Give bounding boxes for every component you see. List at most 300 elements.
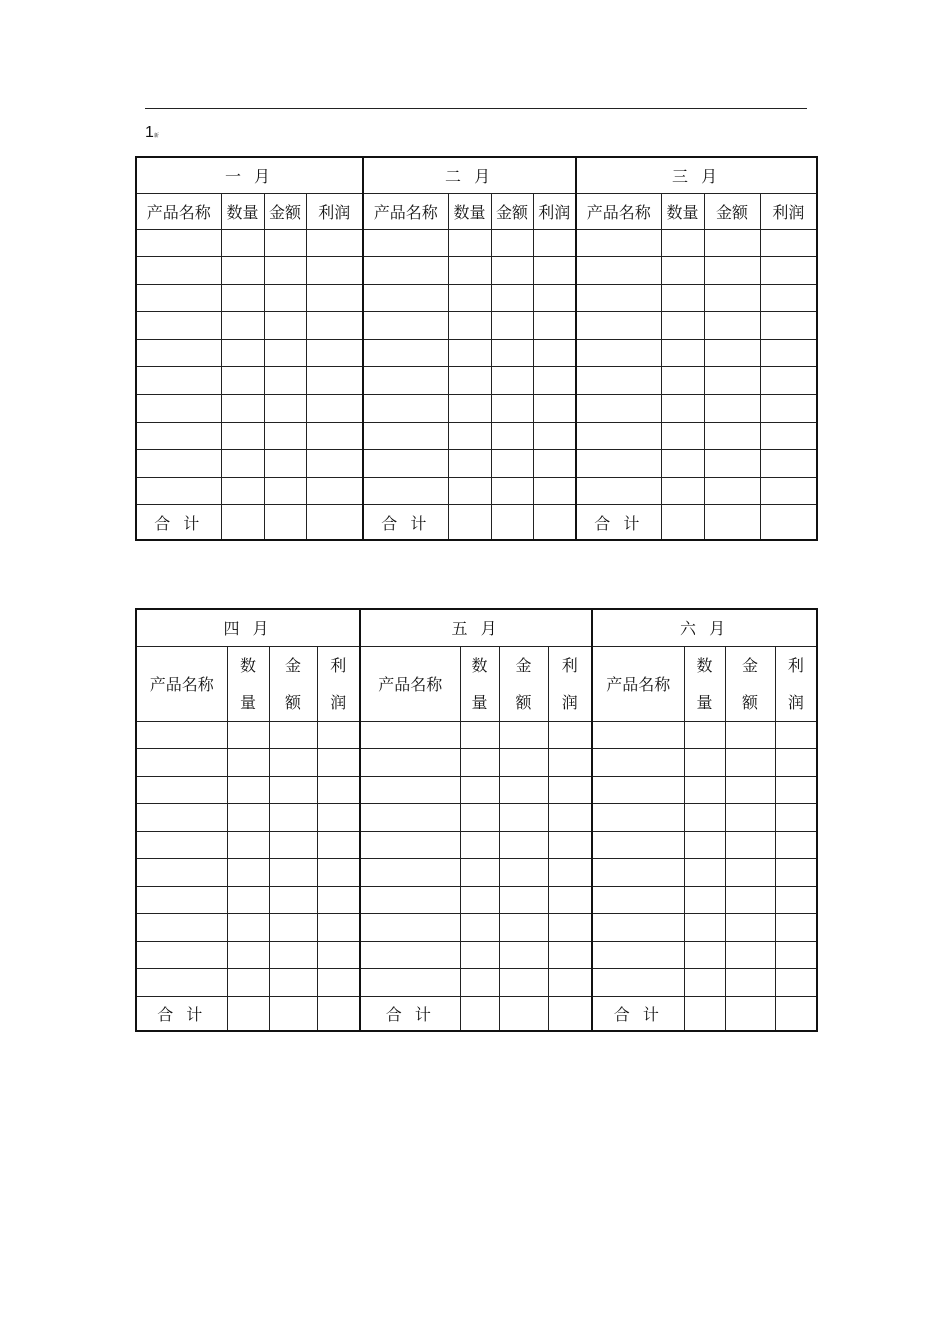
table-cell[interactable] (661, 422, 704, 450)
table-cell[interactable] (491, 229, 533, 257)
table-cell[interactable] (760, 422, 817, 450)
table-cell[interactable] (306, 422, 363, 450)
table-cell[interactable] (661, 395, 704, 423)
table-cell[interactable] (592, 914, 684, 942)
table-cell[interactable] (363, 477, 448, 505)
table-cell[interactable] (592, 721, 684, 749)
table-cell[interactable] (725, 969, 775, 997)
table-cell[interactable] (576, 339, 661, 367)
table-row (136, 776, 817, 804)
month-title: 四 月 (136, 609, 360, 646)
table-row (136, 914, 817, 942)
table-cell[interactable] (317, 886, 360, 914)
table-cell[interactable] (448, 257, 491, 285)
table-cell[interactable] (264, 257, 306, 285)
table-cell[interactable] (221, 422, 264, 450)
table-cell[interactable] (491, 257, 533, 285)
table-cell[interactable] (136, 284, 221, 312)
table-cell[interactable] (491, 367, 533, 395)
table-cell[interactable] (533, 422, 576, 450)
table-cell[interactable] (760, 339, 817, 367)
table-cell[interactable] (269, 776, 317, 804)
table-cell[interactable] (775, 941, 817, 969)
table-cell[interactable] (576, 312, 661, 340)
table-cell[interactable] (576, 395, 661, 423)
col-header-amount: 金 额 (269, 646, 317, 721)
col-header-profit: 利润 (306, 193, 363, 229)
table-cell[interactable] (360, 859, 460, 887)
table-cell[interactable] (448, 312, 491, 340)
table-cell[interactable] (576, 450, 661, 478)
page-number-digit: 1 (145, 124, 154, 141)
table-cell[interactable] (725, 831, 775, 859)
table-cell[interactable] (725, 886, 775, 914)
table-cell[interactable] (775, 776, 817, 804)
total-cell[interactable] (661, 505, 704, 540)
table-cell[interactable] (725, 776, 775, 804)
table-cell[interactable] (533, 284, 576, 312)
table-cell[interactable] (360, 776, 460, 804)
table-cell[interactable] (264, 312, 306, 340)
table-cell[interactable] (775, 749, 817, 777)
table-cell[interactable] (448, 450, 491, 478)
table-cell[interactable] (499, 831, 548, 859)
table-cell[interactable] (136, 339, 221, 367)
table-cell[interactable] (136, 477, 221, 505)
table-cell[interactable] (661, 229, 704, 257)
table-cell[interactable] (363, 395, 448, 423)
total-cell[interactable] (725, 996, 775, 1031)
col-header-product-name: 产品名称 (576, 193, 661, 229)
page-number (145, 124, 159, 145)
col-header-amount: 金额 (491, 193, 533, 229)
total-label: 合 计 (592, 996, 684, 1031)
table-cell[interactable] (221, 339, 264, 367)
table-cell[interactable] (136, 422, 221, 450)
table-cell[interactable] (592, 749, 684, 777)
table-cell[interactable] (448, 229, 491, 257)
table-row (136, 941, 817, 969)
total-cell[interactable] (264, 505, 306, 540)
table-cell[interactable] (775, 859, 817, 887)
table-cell[interactable] (491, 284, 533, 312)
table-cell[interactable] (760, 257, 817, 285)
table-cell[interactable] (704, 450, 760, 478)
table-cell[interactable] (269, 969, 317, 997)
table-cell[interactable] (460, 859, 499, 887)
table-cell[interactable] (576, 367, 661, 395)
table-cell[interactable] (661, 312, 704, 340)
table-cell[interactable] (725, 721, 775, 749)
table-cell[interactable] (448, 367, 491, 395)
table-cell[interactable] (499, 749, 548, 777)
table-cell[interactable] (448, 422, 491, 450)
table-cell[interactable] (136, 450, 221, 478)
table-cell[interactable] (269, 859, 317, 887)
table-cell[interactable] (363, 312, 448, 340)
table-cell[interactable] (317, 941, 360, 969)
total-cell[interactable] (460, 996, 499, 1031)
table-cell[interactable] (491, 450, 533, 478)
table-cell[interactable] (576, 477, 661, 505)
table-cell[interactable] (448, 339, 491, 367)
table-cell[interactable] (269, 886, 317, 914)
total-cell[interactable] (269, 996, 317, 1031)
table-cell[interactable] (760, 312, 817, 340)
table-cell[interactable] (227, 914, 269, 942)
table-cell[interactable] (136, 395, 221, 423)
col-header-quantity: 数量 (221, 193, 264, 229)
total-cell[interactable] (227, 996, 269, 1031)
col-header-product-name: 产品名称 (592, 646, 684, 721)
col-header-amount: 金额 (704, 193, 760, 229)
table-cell[interactable] (775, 886, 817, 914)
table-cell[interactable] (725, 914, 775, 942)
table-cell[interactable] (269, 804, 317, 832)
col-header-product-name: 产品名称 (363, 193, 448, 229)
table-cell[interactable] (533, 257, 576, 285)
table-cell[interactable] (227, 859, 269, 887)
table-cell[interactable] (661, 367, 704, 395)
table-cell[interactable] (460, 969, 499, 997)
table-cell[interactable] (548, 804, 592, 832)
table-cell[interactable] (548, 859, 592, 887)
table-cell[interactable] (533, 312, 576, 340)
table-cell[interactable] (227, 749, 269, 777)
month-title: 一 月 (136, 157, 363, 193)
table-cell[interactable] (775, 721, 817, 749)
table-cell[interactable] (775, 831, 817, 859)
table-cell[interactable] (704, 257, 760, 285)
table-cell[interactable] (576, 257, 661, 285)
table-cell[interactable] (306, 395, 363, 423)
table-cell[interactable] (136, 804, 227, 832)
table-cell[interactable] (136, 721, 227, 749)
table-cell[interactable] (306, 477, 363, 505)
table-cell[interactable] (661, 284, 704, 312)
table-cell[interactable] (760, 450, 817, 478)
table-cell[interactable] (499, 969, 548, 997)
table-cell[interactable] (760, 284, 817, 312)
header-rule (145, 108, 807, 109)
table-cell[interactable] (136, 914, 227, 942)
month-header-row (136, 157, 817, 193)
table-cell[interactable] (548, 831, 592, 859)
total-cell[interactable] (448, 505, 491, 540)
table-cell[interactable] (360, 969, 460, 997)
table-cell[interactable] (363, 422, 448, 450)
table-cell[interactable] (661, 257, 704, 285)
table-cell[interactable] (448, 395, 491, 423)
total-cell[interactable] (317, 996, 360, 1031)
table-cell[interactable] (360, 749, 460, 777)
total-cell[interactable] (704, 505, 760, 540)
table-cell[interactable] (448, 284, 491, 312)
table-cell[interactable] (269, 749, 317, 777)
table-cell[interactable] (136, 367, 221, 395)
table-cell[interactable] (264, 284, 306, 312)
table-cell[interactable] (460, 749, 499, 777)
table-cell[interactable] (136, 229, 221, 257)
table-cell[interactable] (661, 339, 704, 367)
total-cell[interactable] (775, 996, 817, 1031)
table-cell[interactable] (221, 395, 264, 423)
table-cell[interactable] (136, 941, 227, 969)
table-cell[interactable] (684, 749, 725, 777)
table-cell[interactable] (592, 969, 684, 997)
table-cell[interactable] (499, 914, 548, 942)
table-cell[interactable] (725, 941, 775, 969)
table-cell[interactable] (221, 477, 264, 505)
table-cell[interactable] (227, 969, 269, 997)
table-cell[interactable] (264, 367, 306, 395)
table-cell[interactable] (576, 229, 661, 257)
table-cell[interactable] (760, 395, 817, 423)
table-cell[interactable] (684, 804, 725, 832)
table-cell[interactable] (775, 804, 817, 832)
table-cell[interactable] (264, 477, 306, 505)
table-cell[interactable] (704, 477, 760, 505)
table-cell[interactable] (136, 831, 227, 859)
table-cell[interactable] (592, 804, 684, 832)
table-cell[interactable] (136, 859, 227, 887)
table-cell[interactable] (592, 831, 684, 859)
table-cell[interactable] (136, 312, 221, 340)
table-cell[interactable] (460, 831, 499, 859)
col-header-profit: 利 润 (317, 646, 360, 721)
table-cell[interactable] (499, 776, 548, 804)
table-cell[interactable] (460, 776, 499, 804)
table-cell[interactable] (317, 804, 360, 832)
col-header-product-name: 产品名称 (360, 646, 460, 721)
total-row (136, 996, 817, 1031)
col-header-profit: 利润 (760, 193, 817, 229)
table-cell[interactable] (264, 229, 306, 257)
table-cell[interactable] (460, 721, 499, 749)
table-cell[interactable] (661, 450, 704, 478)
table-cell[interactable] (363, 450, 448, 478)
table-cell[interactable] (221, 229, 264, 257)
total-cell[interactable] (221, 505, 264, 540)
table-cell[interactable] (491, 422, 533, 450)
table-cell[interactable] (548, 776, 592, 804)
table-cell[interactable] (360, 914, 460, 942)
table-cell[interactable] (576, 284, 661, 312)
col-header-quantity: 数量 (661, 193, 704, 229)
sales-table-q1 (135, 156, 818, 541)
table-cell[interactable] (576, 422, 661, 450)
table-cell[interactable] (760, 229, 817, 257)
table-cell[interactable] (221, 367, 264, 395)
month-title: 三 月 (576, 157, 817, 193)
table-cell[interactable] (775, 969, 817, 997)
table-cell[interactable] (684, 914, 725, 942)
table-row (136, 367, 817, 395)
table-cell[interactable] (306, 284, 363, 312)
table-cell[interactable] (533, 395, 576, 423)
table-cell[interactable] (491, 395, 533, 423)
table-cell[interactable] (499, 721, 548, 749)
table-cell[interactable] (363, 367, 448, 395)
table-cell[interactable] (460, 886, 499, 914)
table-cell[interactable] (360, 941, 460, 969)
table-cell[interactable] (684, 859, 725, 887)
total-cell[interactable] (499, 996, 548, 1031)
table-cell[interactable] (704, 422, 760, 450)
table-cell[interactable] (684, 886, 725, 914)
table-cell[interactable] (269, 914, 317, 942)
table-cell[interactable] (725, 804, 775, 832)
table-cell[interactable] (264, 339, 306, 367)
table-cell[interactable] (306, 312, 363, 340)
table-cell[interactable] (136, 257, 221, 285)
table-cell[interactable] (264, 395, 306, 423)
table-cell[interactable] (725, 859, 775, 887)
table-cell[interactable] (317, 776, 360, 804)
table-cell[interactable] (533, 477, 576, 505)
table-cell[interactable] (306, 339, 363, 367)
table-cell[interactable] (363, 284, 448, 312)
total-cell[interactable] (548, 996, 592, 1031)
table-cell[interactable] (491, 312, 533, 340)
table-cell[interactable] (499, 886, 548, 914)
table-row (136, 284, 817, 312)
table-cell[interactable] (704, 284, 760, 312)
table-cell[interactable] (317, 749, 360, 777)
table-cell[interactable] (592, 941, 684, 969)
table-cell[interactable] (317, 914, 360, 942)
table-cell[interactable] (704, 312, 760, 340)
table-cell[interactable] (499, 941, 548, 969)
col-header-product-name: 产品名称 (136, 646, 227, 721)
total-cell[interactable] (533, 505, 576, 540)
table-cell[interactable] (460, 914, 499, 942)
table-cell[interactable] (317, 969, 360, 997)
table-cell[interactable] (592, 776, 684, 804)
table-cell[interactable] (533, 229, 576, 257)
table-cell[interactable] (760, 367, 817, 395)
table-row (136, 749, 817, 777)
table-cell[interactable] (533, 339, 576, 367)
table-cell[interactable] (548, 886, 592, 914)
table-cell[interactable] (491, 477, 533, 505)
table-cell[interactable] (760, 477, 817, 505)
table-cell[interactable] (317, 831, 360, 859)
table-cell[interactable] (306, 257, 363, 285)
table-cell[interactable] (775, 914, 817, 942)
table-cell[interactable] (227, 941, 269, 969)
table-cell[interactable] (704, 395, 760, 423)
table-cell[interactable] (684, 776, 725, 804)
table-row (136, 312, 817, 340)
table-cell[interactable] (227, 721, 269, 749)
table-cell[interactable] (499, 859, 548, 887)
table-cell[interactable] (725, 749, 775, 777)
table-cell[interactable] (221, 284, 264, 312)
table-cell[interactable] (221, 450, 264, 478)
table-cell[interactable] (360, 886, 460, 914)
table-cell[interactable] (269, 941, 317, 969)
table-cell[interactable] (704, 229, 760, 257)
total-cell[interactable] (684, 996, 725, 1031)
table-row (136, 450, 817, 478)
table-cell[interactable] (684, 969, 725, 997)
table-cell[interactable] (269, 831, 317, 859)
table-cell[interactable] (306, 450, 363, 478)
table-cell[interactable] (269, 721, 317, 749)
table-cell[interactable] (360, 804, 460, 832)
table-cell[interactable] (136, 886, 227, 914)
table-cell[interactable] (548, 914, 592, 942)
table-cell[interactable] (592, 886, 684, 914)
table-cell[interactable] (306, 229, 363, 257)
table-cell[interactable] (136, 776, 227, 804)
table-cell[interactable] (533, 367, 576, 395)
table-cell[interactable] (448, 477, 491, 505)
table-cell[interactable] (499, 804, 548, 832)
table-cell[interactable] (533, 450, 576, 478)
table-cell[interactable] (360, 721, 460, 749)
table-cell[interactable] (227, 804, 269, 832)
table-row (136, 339, 817, 367)
month-title: 五 月 (360, 609, 592, 646)
table-cell[interactable] (221, 312, 264, 340)
table-cell[interactable] (317, 859, 360, 887)
table-cell[interactable] (227, 886, 269, 914)
table-cell[interactable] (363, 229, 448, 257)
table-cell[interactable] (460, 804, 499, 832)
column-header-row (136, 193, 817, 229)
total-cell[interactable] (306, 505, 363, 540)
table-cell[interactable] (684, 721, 725, 749)
column-header-row (136, 646, 817, 721)
table-cell[interactable] (227, 776, 269, 804)
table-cell[interactable] (460, 941, 499, 969)
table-cell[interactable] (317, 721, 360, 749)
table-row (136, 422, 817, 450)
total-cell[interactable] (760, 505, 817, 540)
table-cell[interactable] (360, 831, 460, 859)
total-cell[interactable] (491, 505, 533, 540)
table-cell[interactable] (548, 969, 592, 997)
table-cell[interactable] (221, 257, 264, 285)
table-cell[interactable] (306, 367, 363, 395)
table-cell[interactable] (548, 721, 592, 749)
table-cell[interactable] (264, 450, 306, 478)
col-header-quantity: 数 量 (460, 646, 499, 721)
table-row (136, 859, 817, 887)
total-label: 合 计 (136, 505, 221, 540)
table-cell[interactable] (684, 831, 725, 859)
table-row (136, 969, 817, 997)
table-cell[interactable] (548, 941, 592, 969)
table-cell[interactable] (363, 339, 448, 367)
table-cell[interactable] (592, 859, 684, 887)
total-label: 合 计 (363, 505, 448, 540)
table-cell[interactable] (491, 339, 533, 367)
month-title: 二 月 (363, 157, 576, 193)
table-cell[interactable] (136, 749, 227, 777)
table-cell[interactable] (548, 749, 592, 777)
table-cell[interactable] (704, 339, 760, 367)
table-cell[interactable] (264, 422, 306, 450)
table-cell[interactable] (227, 831, 269, 859)
table-cell[interactable] (704, 367, 760, 395)
table-cell[interactable] (136, 969, 227, 997)
table-cell[interactable] (684, 941, 725, 969)
table-cell[interactable] (363, 257, 448, 285)
table-cell[interactable] (661, 477, 704, 505)
